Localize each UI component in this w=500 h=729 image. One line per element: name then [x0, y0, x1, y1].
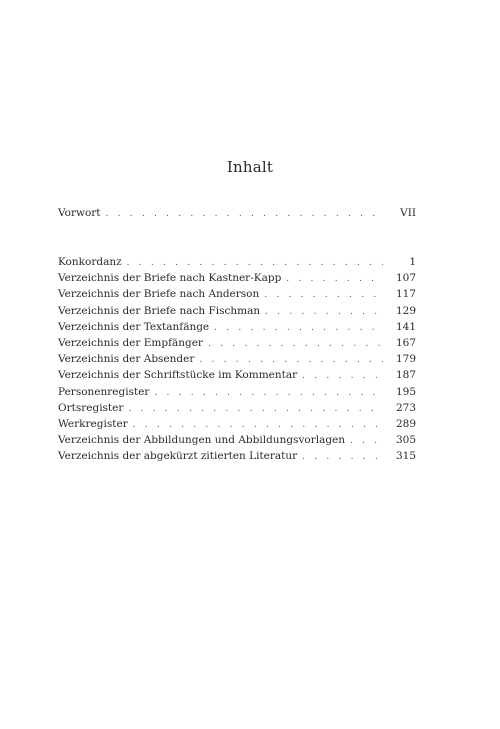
toc-entry-page: 117: [395, 288, 416, 301]
toc-entry-page: 289: [395, 417, 416, 430]
toc-entry-page: 179: [395, 353, 416, 366]
toc-entry: [58, 432, 416, 448]
toc-entry-label: Verzeichnis der Briefe nach Fischman: [58, 304, 261, 317]
toc-entry: [58, 400, 416, 416]
toc-entry-label: Verzeichnis der Textanfänge: [58, 320, 210, 333]
toc-entry: [58, 319, 416, 335]
dot-leader: [350, 433, 383, 449]
toc-entry-page: 315: [395, 450, 416, 463]
dot-leader: [214, 320, 383, 336]
toc-entry-label: Verzeichnis der Empfänger: [58, 336, 203, 349]
toc-entry: [58, 254, 416, 270]
toc-front-matter: [58, 205, 416, 221]
toc-entry-label: Verzeichnis der Schriftstücke im Kommentar: [58, 369, 298, 382]
toc-entry: [58, 351, 416, 367]
toc-entry: [58, 416, 416, 432]
dot-leader: [208, 336, 383, 352]
toc-entry-label: Ortsregister: [58, 401, 124, 414]
toc-entry-label: Personenregister: [58, 385, 150, 398]
toc-entry-label: Verzeichnis der Absender: [58, 353, 195, 366]
dot-leader: [302, 449, 383, 465]
dot-leader: [286, 271, 383, 287]
toc-entry-page: 167: [395, 336, 416, 349]
toc-entry-page: 141: [395, 320, 416, 333]
toc-entry-page: 187: [395, 369, 416, 382]
toc-entry-label: Verzeichnis der Briefe nach Anderson: [58, 288, 260, 301]
toc-entry: [58, 367, 416, 383]
toc-entry: [58, 286, 416, 302]
toc-entry-page: VII: [400, 207, 416, 219]
toc-entry-label: Verzeichnis der Briefe nach Kastner-Kapp: [58, 272, 282, 285]
toc-entry: [58, 448, 416, 464]
toc-entry: [58, 335, 416, 351]
toc-entry-page: 273: [395, 401, 416, 414]
dot-leader: [302, 368, 383, 384]
toc-entry: [58, 384, 416, 400]
toc-entry-page: 195: [395, 385, 416, 398]
toc-entry-page: 1: [409, 256, 416, 268]
toc-entry: [58, 270, 416, 286]
contents-title: Inhalt: [226, 158, 274, 176]
toc-entry-page: 305: [395, 434, 416, 447]
toc-entry-page: 107: [395, 272, 416, 285]
toc-entry-label: Verzeichnis der Abbildungen und Abbildungsvorlagen: [58, 434, 346, 447]
dot-leader: [199, 352, 383, 368]
toc-entry-label: Werkregister: [58, 417, 128, 430]
dot-leader: [127, 255, 383, 271]
dot-leader: [265, 304, 383, 320]
toc-entry: [58, 205, 416, 221]
toc-entry-label: Vorwort: [58, 207, 101, 219]
toc-main-list: [58, 254, 416, 464]
toc-entry-label: Verzeichnis der abgekürzt zitierten Literatur: [58, 450, 298, 463]
toc-entry-label: Konkordanz: [58, 256, 122, 268]
dot-leader: [154, 385, 383, 401]
toc-entry: [58, 303, 416, 319]
dot-leader: [128, 401, 383, 417]
dot-leader: [133, 417, 383, 433]
toc-entry-page: 129: [395, 304, 416, 317]
dot-leader: [264, 287, 383, 303]
dot-leader: [106, 206, 383, 222]
